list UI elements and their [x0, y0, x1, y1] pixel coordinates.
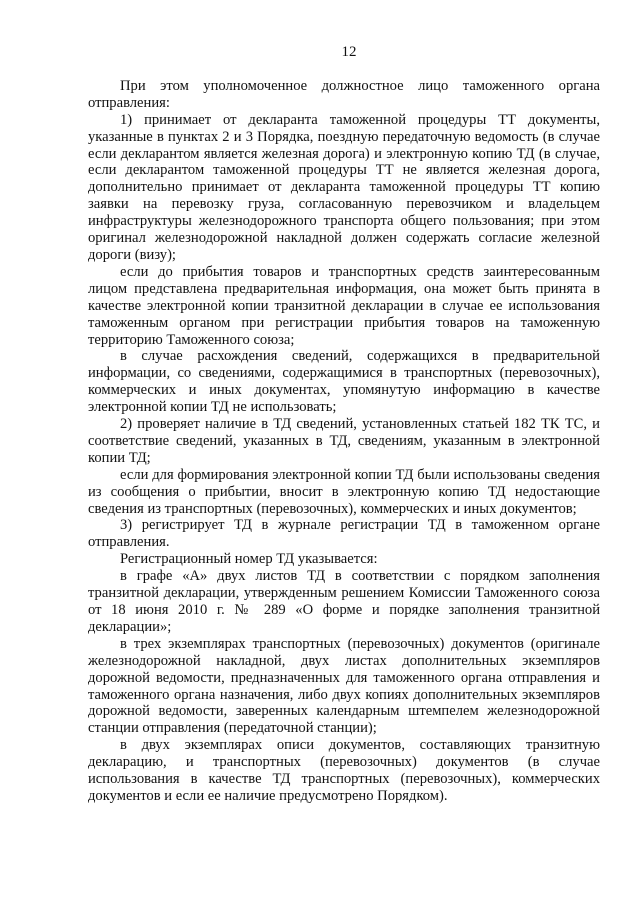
paragraph-item-1: 1) принимает от декларанта таможенной процедуры ТТ документы, указанные в пунктах 2 и 3 Порядка, поездную передаточную ведомость (в случае если декларантом является железная дорога) и электронную копию ТД (в случае, если декларантом таможенной процедуры ТТ не является железная дорога, дополнительно принимает от декларанта таможенной процедуры ТТ копию заявки на перевозку груза, согласованную перевозчиком и владельцем инфраструктуры железнодорожного транспорта общего пользования; при этом оригинал железнодорожной накладной должен содержать согласие железной дороги (визу); — [88, 111, 600, 263]
paragraph-two-inventories: в двух экземплярах описи документов, составляющих транзитную декларацию, и транспортных (перевозочных) документов (в случае использования в качестве ТД транспортных (перевозочных), коммерческих документов и если ее наличие предусмотрено Порядком). — [88, 737, 600, 804]
paragraph-intro: При этом уполномоченное должностное лицо таможенного органа отправления: — [88, 77, 600, 111]
paragraph-box-a: в графе «А» двух листов ТД в соответствии с порядком заполнения транзитной декларации, утвержденным решением Комиссии Таможенного союза от 18 июня 2010 г. № 289 «О форме и порядке заполнения транзитной декларации»; — [88, 568, 600, 635]
paragraph-item-3: 3) регистрирует ТД в журнале регистрации ТД в таможенном органе отправления. — [88, 517, 600, 551]
paragraph-arrival-message: если для формирования электронной копии ТД были использованы сведения из сообщения о прибытии, вносит в электронную копию ТД недостающие сведения из транспортных (перевозочных), коммерческих и иных документов; — [88, 466, 600, 517]
paragraph-discrepancy: в случае расхождения сведений, содержащихся в предварительной информации, со сведениями, содержащимися в транспортных (перевозочных), коммерческих и иных документах, упомянутую информацию в качестве электронной копии ТД не использовать; — [88, 348, 600, 416]
paragraph-item-2: 2) проверяет наличие в ТД сведений, установленных статьей 182 ТК ТС, и соответствие сведений, указанных в ТД, сведениям, указанным в электронной копии ТД; — [88, 416, 600, 466]
paragraph-three-copies: в трех экземплярах транспортных (перевозочных) документов (оригинале железнодорожной накладной, двух листах дополнительных экземпляров дорожной ведомости, предназначенных для таможенного органа отправления и таможенного органа назначения, либо двух копиях дополнительных экземпляров дорожной ведомости, заверенных календарным штемпелем железнодорожной станции отправления (передаточной станции); — [88, 635, 600, 737]
paragraph-preliminary-info: если до прибытия товаров и транспортных средств заинтересованным лицом представлена предварительная информация, она может быть принята в качестве электронной копии транзитной декларации в случае ее использования таможенным органом при регистрации прибытия товаров на таможенную территорию Таможенного союза; — [88, 263, 600, 348]
paragraph-registration-number: Регистрационный номер ТД указывается: — [120, 551, 378, 568]
page-number: 12 — [341, 44, 357, 60]
